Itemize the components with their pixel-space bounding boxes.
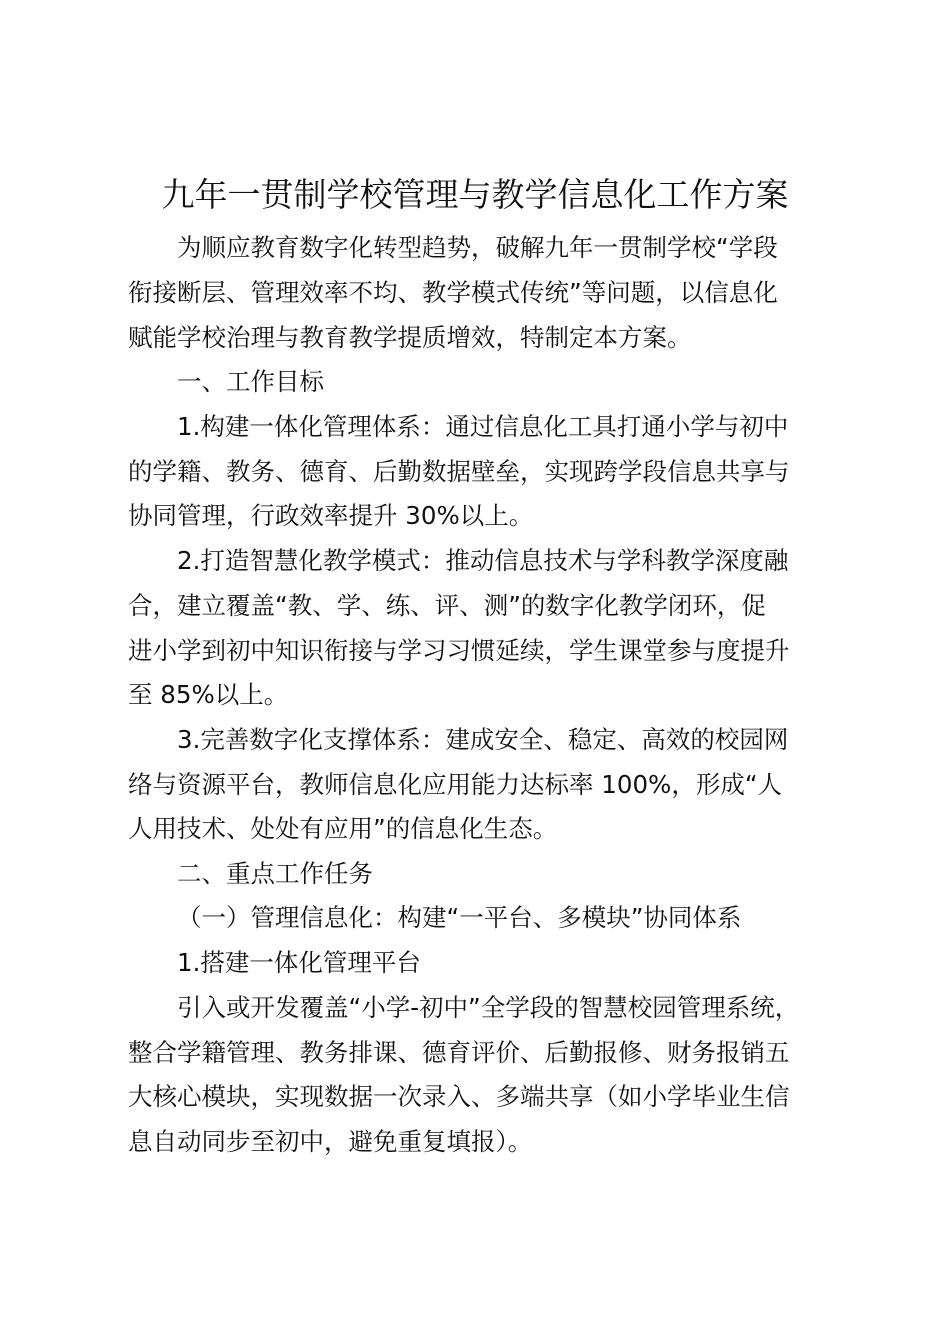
line-text: 3.完善数字化支撑体系：建成安全、稳定、高效的校园网 [177,725,789,754]
line-text: 的学籍、教务、德育、后勤数据壁垒，实现跨学段信息共享与 [128,457,790,486]
line-text: 衔接断层、管理效率不均、教学模式传统”等问题，以信息化 [128,278,778,307]
line-text: 赋能学校治理与教育教学提质增效，特制定本方案。 [128,323,692,352]
line-text: 至 85%以上。 [128,680,289,709]
line-text: 进小学到初中知识衔接与学习习惯延续，学生课堂参与度提升 [128,636,790,665]
line-text: 络与资源平台，教师信息化应用能力达标率 100%，形成“人 [128,770,783,799]
line-text: 2.打造智慧化教学模式：推动信息技术与学科教学深度融 [177,546,789,575]
line-text: 协同管理，行政效率提升 30%以上。 [128,501,534,530]
line-text: 整合学籍管理、教务排课、德育评价、后勤报修、财务报销五 [128,1038,790,1067]
line-text: 息自动同步至初中，避免重复填报）。 [128,1127,533,1156]
line-text: 大核心模块，实现数据一次录入、多端共享（如小学毕业生信 [128,1082,790,1111]
line-text: 为顺应教育数字化转型趋势，破解九年一贯制学校“学段 [177,233,778,262]
line-text: 一、工作目标 [177,367,324,396]
document-title: 九年一贯制学校管理与教学信息化工作方案 [161,175,789,214]
line-text: 二、重点工作任务 [177,859,373,888]
line-text: 1.构建一体化管理体系：通过信息化工具打通小学与初中 [177,412,789,441]
line-text: （一）管理信息化：构建“一平台、多模块”协同体系 [177,903,742,932]
line-text: 合，建立覆盖“教、学、练、评、测”的数字化教学闭环，促 [128,591,766,620]
line-text: 人用技术、处处有应用”的信息化生态。 [128,814,558,843]
line-text: 1.搭建一体化管理平台 [177,948,421,977]
line-text: 引入或开发覆盖“小学-初中”全学段的智慧校园管理系统， [177,993,800,1022]
